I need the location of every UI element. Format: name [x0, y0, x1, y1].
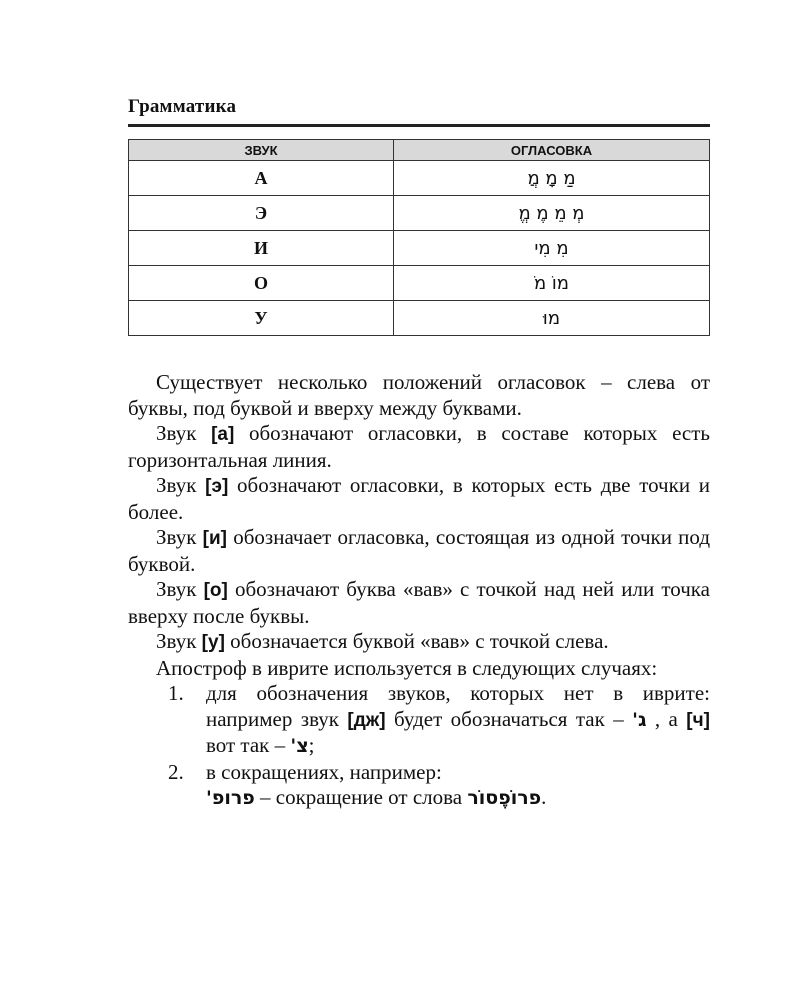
- paragraph-text: обозначается буквой «вав» с точкой слева.: [224, 629, 609, 653]
- sound-label: [дж]: [347, 709, 386, 731]
- section-title: Грамматика: [128, 96, 237, 117]
- sound-label: [ч]: [686, 709, 710, 731]
- vowel-mark-cell: מוּ: [394, 301, 710, 336]
- vowel-mark-cell: מוֹ מֹ: [394, 266, 710, 301]
- paragraph-prefix: Звук: [156, 629, 202, 653]
- paragraph-positions: Существует несколько положений огласовок – слева от буквы, под буквой и вверху между буквами.: [128, 370, 710, 420]
- list-text: ;: [308, 733, 315, 757]
- list-item: [128, 760, 710, 812]
- sound-label: [о]: [203, 580, 228, 601]
- paragraph-sound-i: [128, 525, 710, 577]
- list-text: – сокращение от слова: [254, 785, 468, 809]
- paragraph-text: обозначают огласовки, в которых есть две точки и более.: [128, 473, 711, 524]
- paragraph-apostrophe: Апостроф в иврите используется в следующих случаях:: [156, 655, 658, 680]
- list-text: , а: [646, 706, 687, 731]
- paragraph-text: обозначает огласовка, состоящая из одной точки под буквой.: [128, 525, 710, 576]
- hebrew-example: ג': [632, 708, 647, 731]
- vowel-table: [128, 139, 710, 336]
- sound-label: [а]: [211, 424, 235, 445]
- body-text: [128, 370, 710, 812]
- hebrew-abbreviation: פרופ': [206, 787, 255, 809]
- sound-cell: Э: [129, 196, 394, 231]
- apostrophe-cases-list: [128, 681, 710, 812]
- paragraph-sound-u: [128, 629, 710, 656]
- vowel-mark-cell: מַ מָ מֲ: [394, 161, 710, 196]
- paragraph-prefix: Звук: [156, 577, 204, 601]
- vowel-mark-cell: מְ מֵ מֶ מֱ: [394, 196, 710, 231]
- paragraph-prefix: Звук: [156, 421, 212, 445]
- table-row: [129, 161, 710, 196]
- hebrew-example: צ': [290, 735, 309, 757]
- paragraph-text: обозначают огласовки, в составе которых есть горизонтальная линия.: [128, 421, 710, 472]
- list-text: .: [541, 785, 547, 809]
- list-text: будет обозначаться так –: [385, 706, 633, 731]
- list-item: [128, 681, 710, 760]
- paragraph-sound-a: [128, 421, 710, 473]
- table-header-row: [129, 140, 710, 161]
- table-row: [129, 196, 710, 231]
- sound-cell: А: [129, 161, 394, 196]
- sound-label: [и]: [202, 528, 227, 549]
- list-text: для обозначения звуков, которых нет в иврите: например звук: [206, 681, 710, 731]
- column-header-mark: ОГЛАСОВКА: [394, 140, 710, 161]
- list-text: в сокращениях, например:: [206, 759, 442, 784]
- paragraph-prefix: Звук: [156, 473, 206, 497]
- list-text: вот так –: [206, 733, 291, 757]
- sound-cell: О: [129, 266, 394, 301]
- sound-cell: У: [129, 301, 394, 336]
- paragraph-prefix: Звук: [156, 525, 203, 549]
- hebrew-word: פרוֹפֶסוֹר: [467, 787, 542, 809]
- list-number: 1.: [168, 681, 184, 705]
- paragraph-text: обозначают буква «вав» с точкой над ней или точка вверху после буквы.: [128, 577, 711, 628]
- table-row: [129, 301, 710, 336]
- column-header-sound: ЗВУК: [129, 140, 394, 161]
- table-row: [129, 231, 710, 266]
- paragraph-sound-e: [128, 473, 710, 525]
- table-row: [129, 266, 710, 301]
- sound-label: [у]: [201, 632, 225, 653]
- header-rule: [128, 124, 710, 127]
- sound-label: [э]: [205, 476, 229, 497]
- sound-cell: И: [129, 231, 394, 266]
- vowel-mark-cell: מִ מִי: [394, 231, 710, 266]
- list-number: 2.: [168, 759, 184, 784]
- abbreviation-example: [206, 785, 546, 809]
- paragraph-sound-o: [128, 577, 710, 629]
